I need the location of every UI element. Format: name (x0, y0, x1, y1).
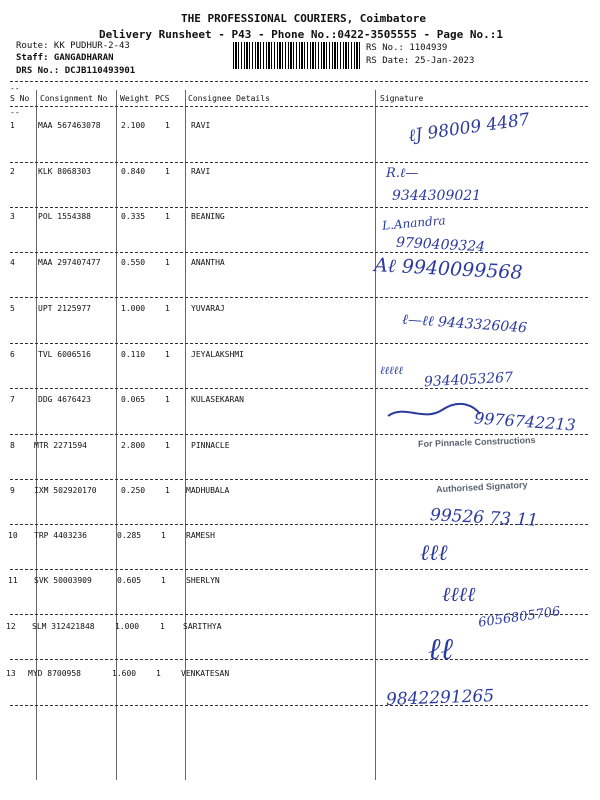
handwritten-signature: ℓℓ (428, 632, 453, 667)
cell-sno: 7 (10, 395, 15, 404)
cell-consignee: ANANTHA (191, 258, 225, 267)
row-divider (10, 705, 588, 706)
column-header-divider (10, 106, 588, 107)
cell-weight: 0.250 (121, 486, 146, 495)
cell-consignee: KULASEKARAN (191, 395, 244, 404)
cell-pcs: 1 (161, 576, 166, 585)
cell-weight: 0.840 (121, 167, 146, 176)
signature-scribble (384, 400, 484, 424)
cell-consignee: SHERLYN (186, 576, 220, 585)
cell-sno: 10 (8, 531, 18, 540)
cell-sno: 6 (10, 350, 15, 359)
cell-pcs: 1 (165, 395, 170, 404)
handwritten-phone: 9790409324 (395, 234, 486, 256)
cell-consignee: JEYALAKSHMI (191, 350, 244, 359)
cell-sno: 9 (10, 486, 15, 495)
row-divider (10, 479, 588, 480)
handwritten-signature: ℓℓℓℓ (442, 582, 476, 606)
handwritten-signature: ℓ—ℓℓ 9443326046 (401, 311, 528, 337)
handwritten-phone: 99526 73 11 (429, 505, 539, 531)
row-divider (10, 207, 588, 208)
handwritten-signature: ℓℓℓℓℓ (380, 364, 403, 377)
cell-sno: 12 (6, 622, 16, 631)
cell-consignment: SVK 50003909 (34, 576, 92, 585)
cell-pcs: 1 (165, 121, 170, 130)
cell-pcs: 1 (165, 258, 170, 267)
runsheet-subtitle: Delivery Runsheet - P43 - Phone No.:0422-3505555 - Page No.:1 (99, 28, 503, 41)
cell-weight: 0.605 (117, 576, 142, 585)
handwritten-phone: 9344309021 (392, 188, 482, 204)
cell-pcs: 1 (165, 486, 170, 495)
row-divider (10, 343, 588, 344)
column-header-consignment: Consignment No (40, 94, 108, 103)
cell-consignment: SLM 312421848 (32, 622, 95, 631)
rs-number: RS No.: 1104939 (366, 43, 448, 53)
cell-consignment: MYD 8700958 (28, 669, 81, 678)
column-header-weight: Weight (120, 94, 149, 103)
signatory-stamp: Authorised Signatory (435, 479, 528, 495)
cell-sno: 11 (8, 576, 18, 585)
cell-consignee: YUVARAJ (191, 304, 225, 313)
handwritten-phone: 9842291265 (385, 686, 495, 710)
cell-weight: 0.550 (121, 258, 146, 267)
cell-consignee: RAVI (191, 121, 211, 130)
row-divider (10, 388, 588, 389)
cell-weight: 2.800 (121, 441, 146, 450)
staff-label: Staff: GANGADHARAN (16, 53, 114, 63)
cell-consignee: VENKATESAN (181, 669, 230, 678)
cell-sno: 1 (10, 121, 15, 130)
cell-consignee: MADHUBALA (186, 486, 230, 495)
handwritten-phone: 6056805706 (477, 604, 562, 631)
cell-weight: 1.000 (121, 304, 146, 313)
row-divider (10, 659, 588, 660)
column-header-signature: Signature (380, 94, 424, 103)
column-header-sno: S No (10, 94, 30, 103)
cell-sno: 13 (6, 669, 16, 678)
handwritten-signature: L.Anandra (381, 213, 447, 233)
cell-weight: 0.285 (117, 531, 142, 540)
cell-pcs: 1 (165, 212, 170, 221)
row-divider (10, 569, 588, 570)
drs-number: DRS No.: DCJB110493901 (16, 66, 136, 76)
cell-consignee: BEANING (191, 212, 225, 221)
row-dashes: -- (10, 108, 20, 117)
leading-dashes: -- (10, 84, 20, 93)
cell-weight: 0.110 (121, 350, 146, 359)
row-divider (10, 252, 588, 253)
cell-consignment: MAA 567463078 (38, 121, 101, 130)
cell-pcs: 1 (165, 350, 170, 359)
cell-weight: 0.335 (121, 212, 146, 221)
route-label: Route: KK PUDHUR-2-43 (16, 41, 130, 51)
cell-consignee: PINNACLE (191, 441, 230, 450)
cell-pcs: 1 (160, 622, 165, 631)
handwritten-signature: ℓℓℓ (420, 541, 448, 566)
company-title: THE PROFESSIONAL COURIERS, Coimbatore (181, 12, 427, 25)
cell-consignment: TVL 6006516 (38, 350, 91, 359)
cell-weight: 2.100 (121, 121, 146, 130)
column-header-pcs: PCS (155, 94, 170, 103)
cell-consignment: UPT 2125977 (38, 304, 91, 313)
cell-consignee: RAMESH (186, 531, 215, 540)
column-rule (375, 90, 376, 780)
cell-sno: 8 (10, 441, 15, 450)
cell-weight: 1.000 (115, 622, 140, 631)
cell-sno: 2 (10, 167, 15, 176)
cell-consignment: DDG 4676423 (38, 395, 91, 404)
rs-date: RS Date: 25-Jan-2023 (366, 56, 475, 66)
cell-pcs: 1 (156, 669, 161, 678)
cell-consignee: RAVI (191, 167, 211, 176)
cell-weight: 1.600 (112, 669, 137, 678)
header-divider (10, 81, 588, 82)
row-divider (10, 162, 588, 163)
cell-consignment: IXM 502920170 (34, 486, 97, 495)
handwritten-phone: 9344053267 (423, 369, 514, 391)
row-divider (10, 434, 588, 435)
cell-consignment: TRP 4403236 (34, 531, 87, 540)
cell-pcs: 1 (165, 167, 170, 176)
cell-pcs: 1 (161, 531, 166, 540)
cell-weight: 0.065 (121, 395, 146, 404)
barcode (233, 42, 361, 69)
cell-consignee: SARITHYA (183, 622, 222, 631)
cell-sno: 3 (10, 212, 15, 221)
handwritten-signature: Aℓ 9940099568 (373, 254, 524, 284)
cell-pcs: 1 (165, 304, 170, 313)
cell-pcs: 1 (165, 441, 170, 450)
cell-consignment: MAA 297407477 (38, 258, 101, 267)
handwritten-signature: ℓJ 98009 4487 (407, 109, 531, 147)
handwritten-signature: R.ℓ— (386, 166, 419, 181)
cell-consignment: POL 1554388 (38, 212, 91, 221)
cell-consignment: KLK 8068303 (38, 167, 91, 176)
company-stamp: For Pinnacle Constructions (417, 434, 536, 450)
cell-sno: 4 (10, 258, 15, 267)
cell-sno: 5 (10, 304, 15, 313)
row-divider (10, 297, 588, 298)
handwritten-phone: 9976742213 (473, 408, 577, 435)
cell-consignment: MTR 2271594 (34, 441, 87, 450)
column-header-consignee: Consignee Details (188, 94, 270, 103)
